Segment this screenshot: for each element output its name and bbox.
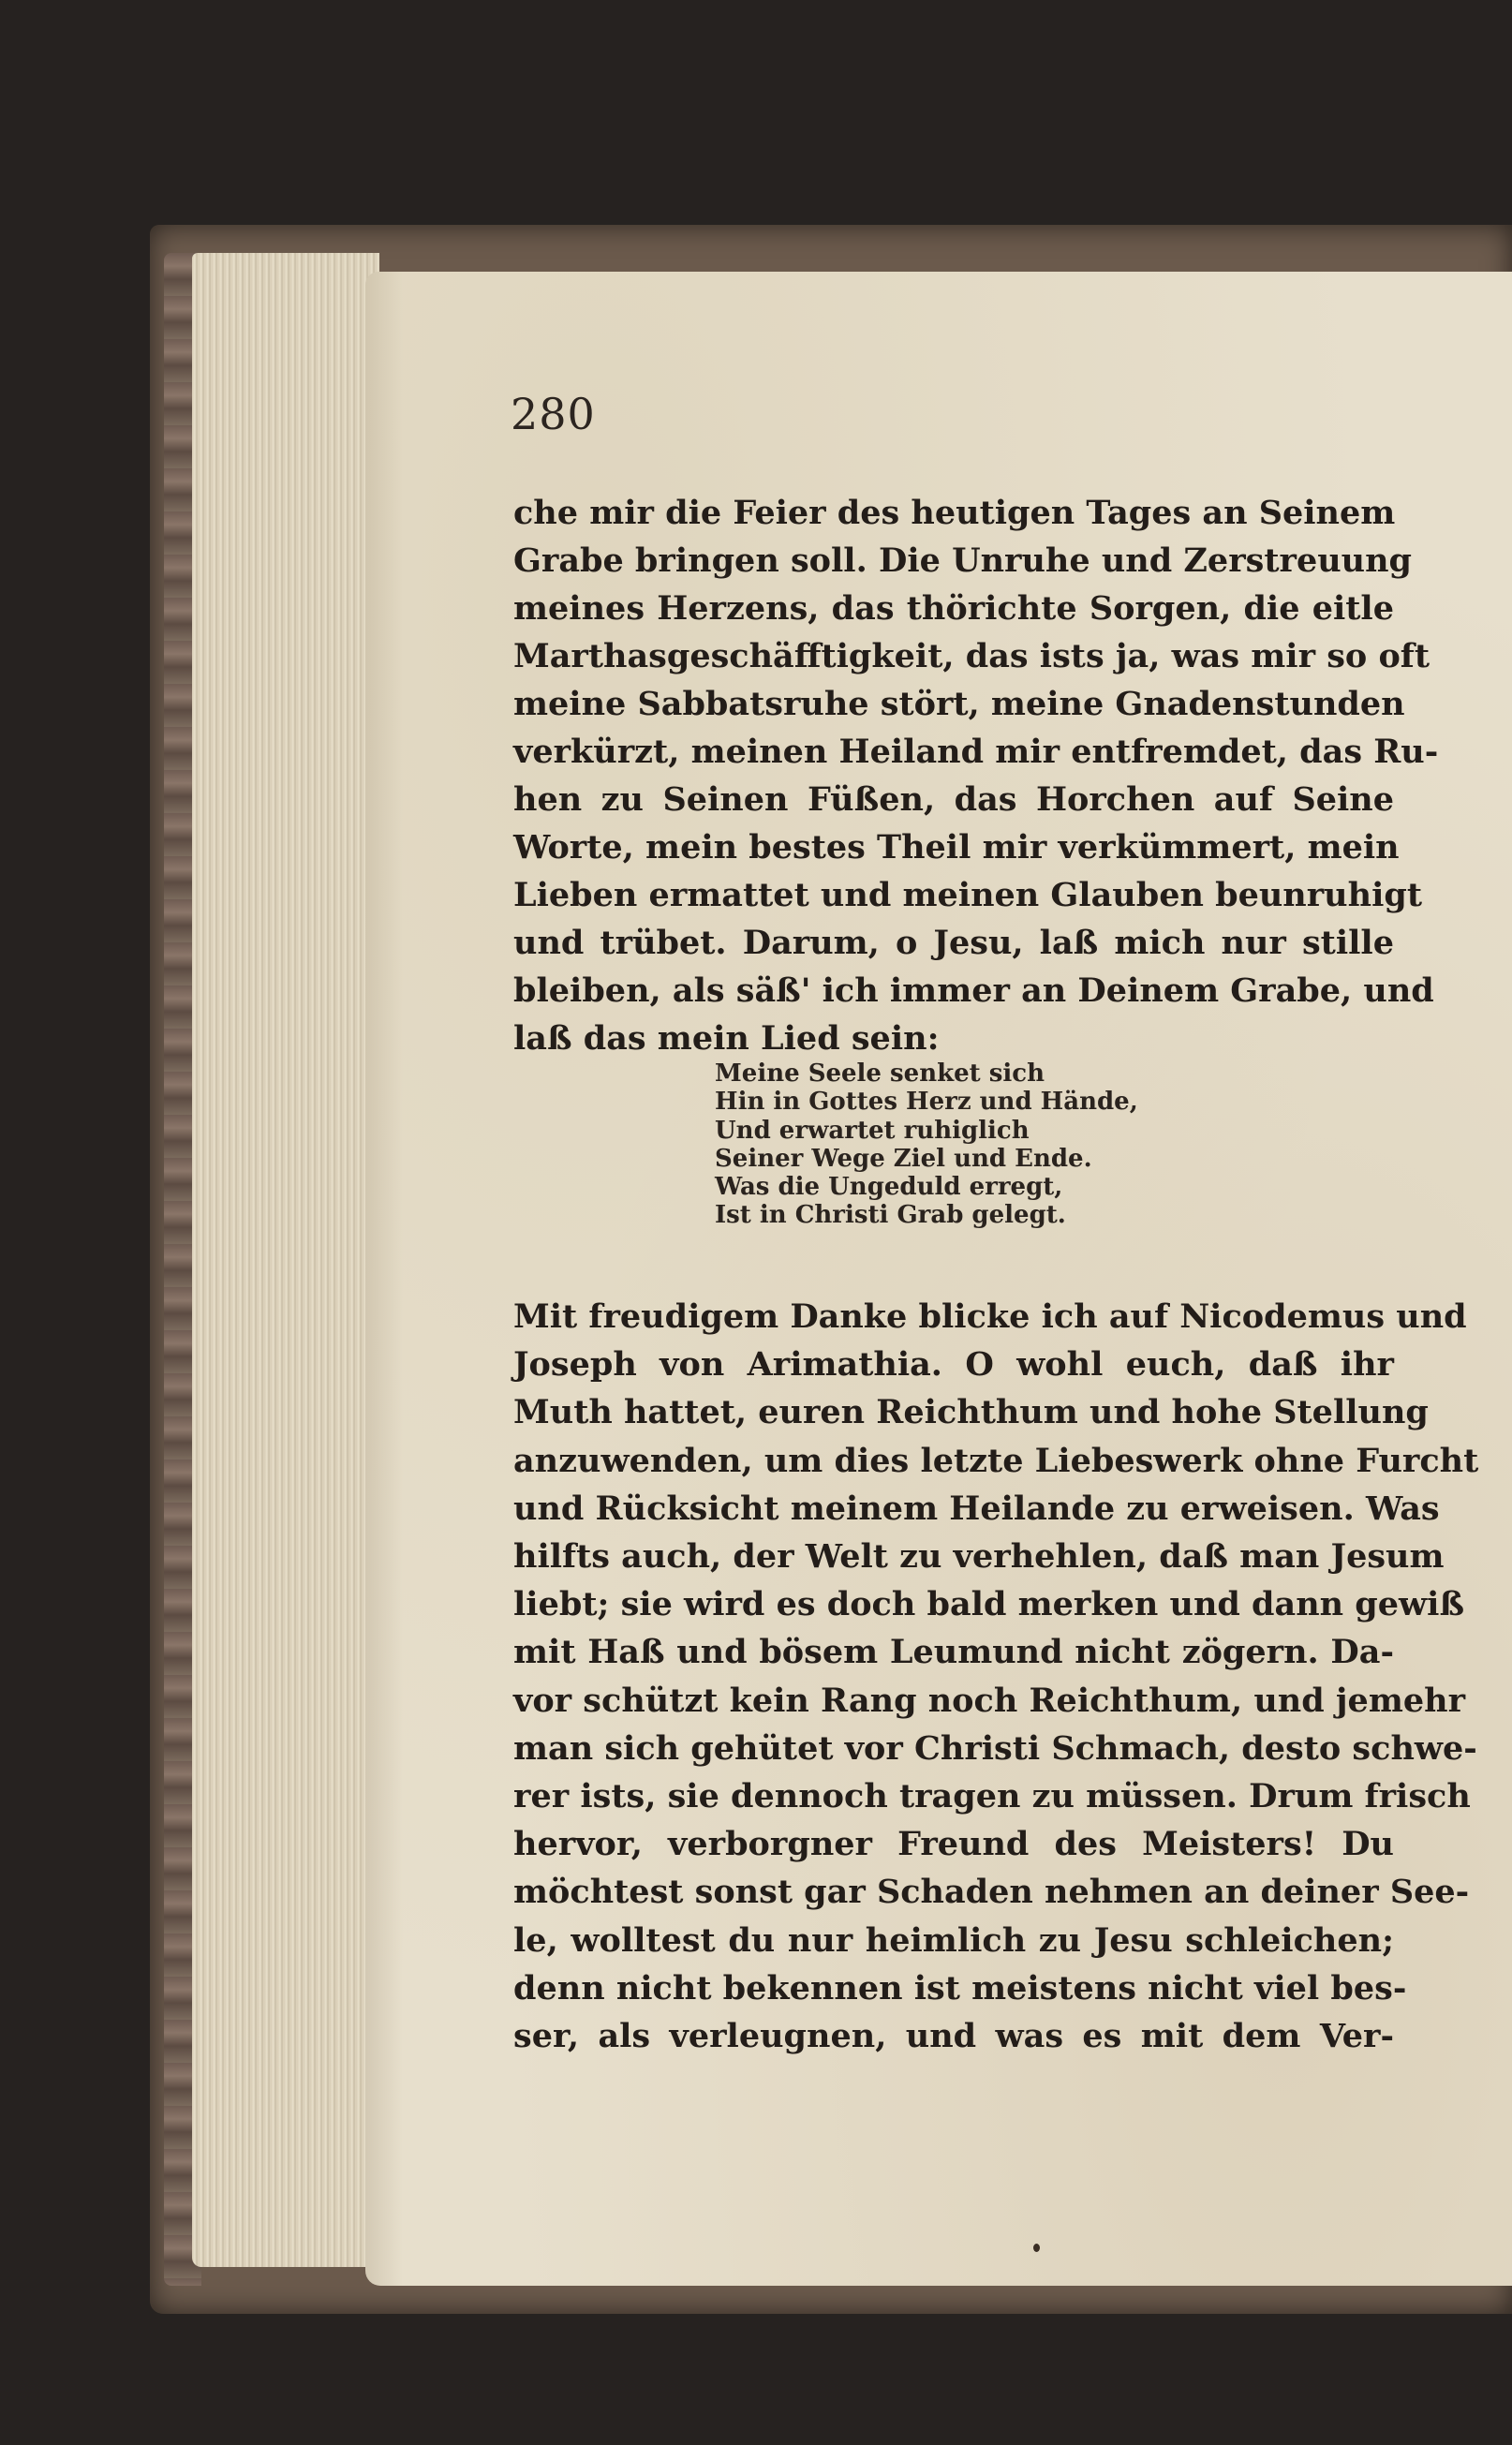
page-number: 280 — [511, 389, 596, 439]
text-line: anzuwenden, um dies letzte Liebeswerk ohne Furcht — [513, 1441, 1479, 1480]
text-line: le, wolltest du nur heimlich zu Jesu schleichen; — [513, 1920, 1394, 1960]
text-line: Grabe bringen soll. Die Unruhe und Zerstreuung — [513, 541, 1413, 580]
text-line: che mir die Feier des heutigen Tages an Seinem — [513, 494, 1396, 532]
text-line: meine Sabbatsruhe stört, meine Gnadenstunden — [513, 685, 1405, 723]
text-line: hervor, verborgner Freund des Meisters! Du — [513, 1825, 1394, 1864]
text-line: meines Herzens, das thörichte Sorgen, die eitle — [513, 589, 1394, 628]
text-line-last: laß das mein Lied sein: — [513, 1019, 940, 1058]
poem-line: Seiner Wege Ziel und Ende. — [715, 1144, 1092, 1173]
text-line: mit Haß und bösem Leumund nicht zögern. Da- — [513, 1633, 1394, 1672]
text-line: und trübet. Darum, o Jesu, laß mich nur stille — [513, 924, 1394, 962]
text-line: man sich gehütet vor Christi Schmach, desto schwe- — [513, 1728, 1477, 1768]
text-line: Mit freudigem Danke blicke ich auf Nicodemus und — [513, 1297, 1467, 1336]
text-line: Muth hattet, euren Reichthum und hohe Stellung — [513, 1393, 1429, 1432]
text-line: bleiben, als säß' ich immer an Deinem Grabe, und — [513, 971, 1434, 1010]
text-line: hen zu Seinen Füßen, das Horchen auf Seine — [513, 780, 1394, 819]
poem-line: Meine Seele senket sich — [715, 1060, 1045, 1088]
text-line: hilfts auch, der Welt zu verhehlen, daß man Jesum — [513, 1537, 1445, 1577]
text-line: denn nicht bekennen ist meistens nicht viel bes- — [513, 1968, 1407, 2008]
paragraph-1 — [513, 489, 1439, 1062]
text-line: vor schützt kein Rang noch Reichthum, und jemehr — [513, 1681, 1466, 1720]
poem-stanza — [715, 1060, 1239, 1230]
text-line: Joseph von Arimathia. O wohl euch, daß ihr — [513, 1345, 1394, 1385]
text-line: Lieben ermattet und meinen Glauben beunruhigt — [513, 876, 1423, 914]
text-line: möchtest sonst gar Schaden nehmen an deiner See- — [513, 1873, 1470, 1912]
ink-speck — [1033, 2244, 1040, 2252]
text-line: rer ists, sie dennoch tragen zu müssen. Drum frisch — [513, 1777, 1471, 1816]
page-edges — [192, 253, 379, 2267]
poem-line: Hin in Gottes Herz und Hände, — [715, 1088, 1138, 1117]
text-line: und Rücksicht meinem Heilande zu erweisen. Was — [513, 1489, 1440, 1528]
text-line: verkürzt, meinen Heiland mir entfremdet, das Ru- — [513, 733, 1439, 771]
paragraph-2 — [513, 1293, 1479, 2060]
poem-line: Ist in Christi Grab gelegt. — [715, 1201, 1066, 1230]
poem-line: Und erwartet ruhiglich — [715, 1116, 1030, 1145]
text-line: Marthasgeschäfftigkeit, das ists ja, was mir so oft — [513, 637, 1430, 675]
text-line: Worte, mein bestes Theil mir verkümmert, mein — [513, 828, 1400, 867]
text-line: liebt; sie wird es doch bald merken und dann gewiß — [513, 1585, 1465, 1624]
text-line: ser, als verleugnen, und was es mit dem Ver- — [513, 2017, 1394, 2056]
poem-line: Was die Ungeduld erregt, — [715, 1173, 1063, 1202]
